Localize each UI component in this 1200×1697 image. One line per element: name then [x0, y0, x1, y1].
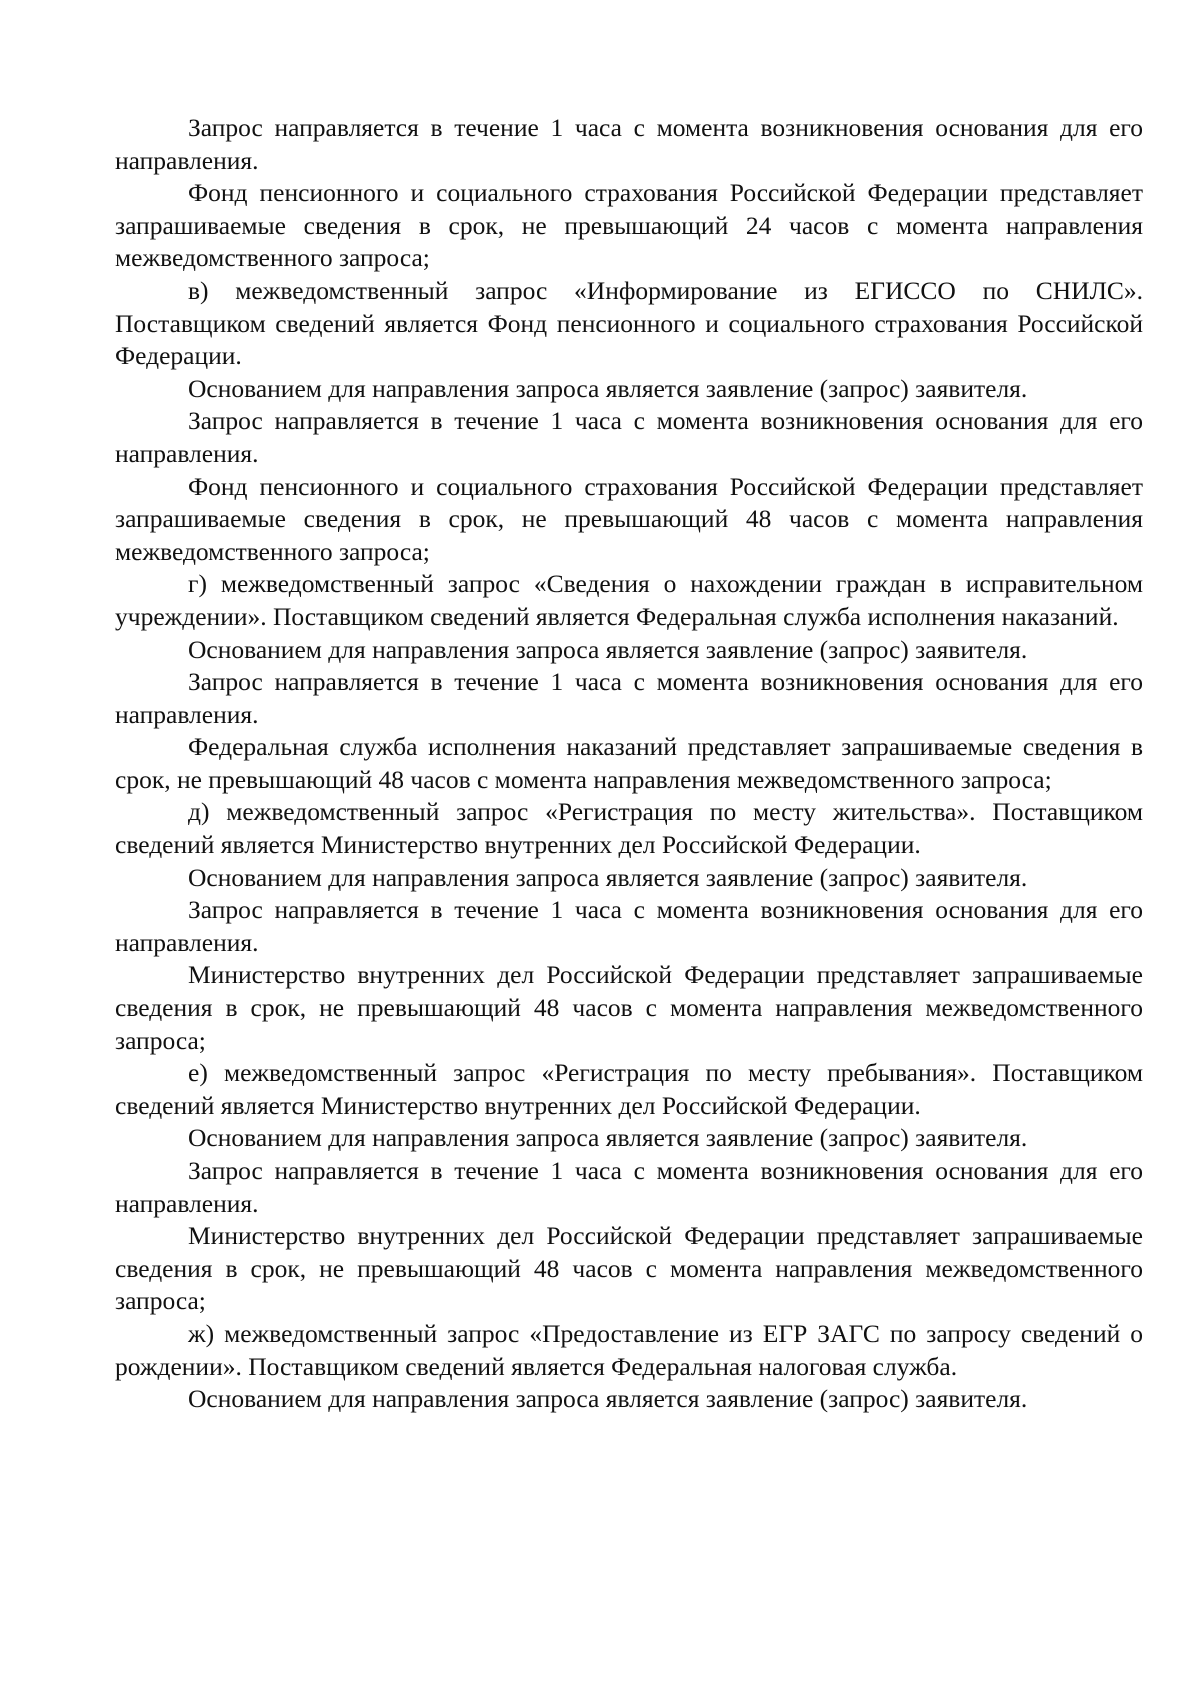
paragraph: Запрос направляется в течение 1 часа с момента возникновения основания для его направления.	[115, 667, 1143, 729]
paragraph: Основанием для направления запроса является заявление (запрос) заявителя.	[188, 862, 1028, 892]
document-page	[115, 112, 1143, 1416]
paragraph: Запрос направляется в течение 1 часа с момента возникновения основания для его направления.	[115, 113, 1143, 175]
paragraph: Основанием для направления запроса является заявление (запрос) заявителя.	[188, 373, 1028, 403]
paragraph: Министерство внутренних дел Российской Федерации представляет запрашиваемые сведения в срок, не превышающий 48 часов с момента направления межведомственного запроса;	[115, 960, 1143, 1055]
paragraph: Фонд пенсионного и социального страхования Российской Федерации представляет запрашиваемые сведения в срок, не превышающий 24 часов с момента направления межведомственного запроса;	[115, 178, 1143, 273]
paragraph: д) межведомственный запрос «Регистрация по месту жительства». Поставщиком сведений является Министерство внутренних дел Российской Федерации.	[115, 797, 1143, 860]
paragraph: Федеральная служба исполнения наказаний представляет запрашиваемые сведения в срок, не превышающий 48 часов с момента направления межведомственного запроса;	[115, 732, 1143, 794]
paragraph: ж) межведомственный запрос «Предоставление из ЕГР ЗАГС по запросу сведений о рождении». Поставщиком сведений является Федеральная налоговая служба.	[115, 1318, 1143, 1381]
paragraph: Запрос направляется в течение 1 часа с момента возникновения основания для его направления.	[115, 895, 1143, 957]
paragraph: Основанием для направления запроса является заявление (запрос) заявителя.	[188, 1384, 1028, 1414]
paragraph: Основанием для направления запроса является заявление (запрос) заявителя.	[188, 1123, 1028, 1153]
paragraph: Запрос направляется в течение 1 часа с момента возникновения основания для его направления.	[115, 1156, 1143, 1218]
paragraph: Министерство внутренних дел Российской Федерации представляет запрашиваемые сведения в срок, не превышающий 48 часов с момента направления межведомственного запроса;	[115, 1221, 1143, 1316]
paragraph: Основанием для направления запроса является заявление (запрос) заявителя.	[188, 634, 1028, 664]
paragraph: е) межведомственный запрос «Регистрация по месту пребывания». Поставщиком сведений является Министерство внутренних дел Российской Федерации.	[115, 1058, 1143, 1120]
paragraph: г) межведомственный запрос «Сведения о нахождении граждан в исправительном учреждении». Поставщиком сведений является Федеральная служба исполнения наказаний.	[115, 569, 1143, 631]
paragraph: в) межведомственный запрос «Информирование из ЕГИССО по СНИЛС». Поставщиком сведений является Фонд пенсионного и социального страхования Российской Федерации.	[115, 275, 1143, 371]
paragraph: Фонд пенсионного и социального страхования Российской Федерации представляет запрашиваемые сведения в срок, не превышающий 48 часов с момента направления межведомственного запроса;	[115, 471, 1143, 566]
paragraph: Запрос направляется в течение 1 часа с момента возникновения основания для его направления.	[115, 406, 1143, 468]
